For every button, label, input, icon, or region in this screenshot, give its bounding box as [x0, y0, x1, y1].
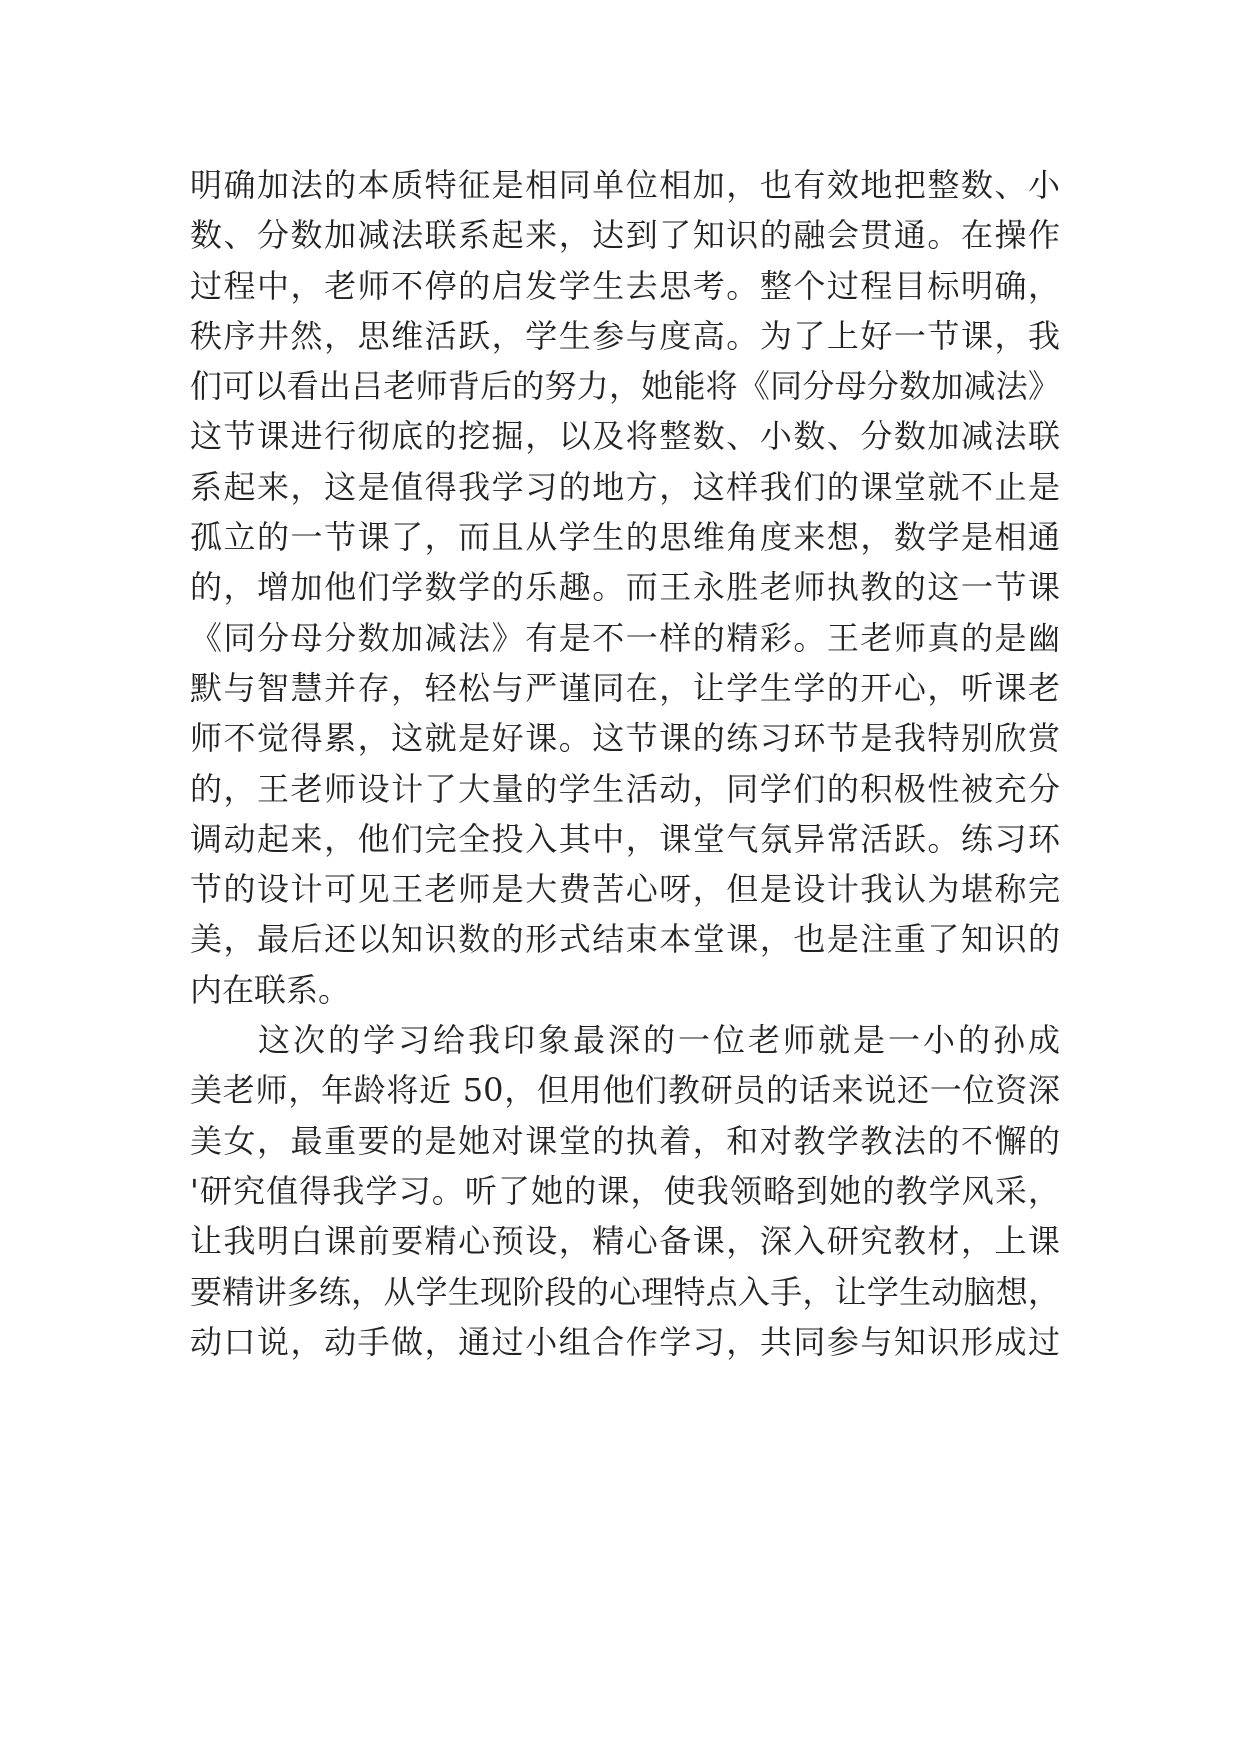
text-line: 美，最后还以知识数的形式结束本堂课，也是注重了知识的 — [190, 920, 1060, 959]
text-line: 这次的学习给我印象最深的一位老师就是一小的孙成 — [258, 1021, 1060, 1060]
text-line: 系起来，这是值得我学习的地方，这样我们的课堂就不止是 — [190, 467, 1060, 506]
text-line: 数、分数加减法联系起来，达到了知识的融会贯通。在操作 — [190, 216, 1060, 255]
text-line: 让我明白课前要精心预设，精心备课，深入研究教材，上课 — [190, 1222, 1060, 1261]
text-line: 节的设计可见王老师是大费苦心呀，但是设计我认为堪称完 — [190, 870, 1060, 909]
text-line: 这节课进行彻底的挖掘，以及将整数、小数、分数加减法联 — [190, 417, 1060, 456]
text-line: 默与智慧并存，轻松与严谨同在，让学生学的开心，听课老 — [190, 668, 1060, 707]
text-line: 孤立的一节课了，而且从学生的思维角度来想，数学是相通 — [190, 518, 1060, 557]
text-line: 美女，最重要的是她对课堂的执着，和对教学教法的不懈的 — [190, 1121, 1060, 1160]
text-line: 内在联系。 — [190, 970, 351, 1009]
text-line: 师不觉得累，这就是好课。这节课的练习环节是我特别欣赏 — [190, 719, 1060, 758]
text-line: 明确加法的本质特征是相同单位相加，也有效地把整数、小 — [190, 166, 1060, 204]
text-line: 要精讲多练，从学生现阶段的心理特点入手，让学生动脑想， — [190, 1272, 1060, 1311]
text-line: 调动起来，他们完全投入其中，课堂气氛异常活跃。练习环 — [190, 819, 1060, 858]
text-line: 们可以看出吕老师背后的努力，她能将《同分母分数加减法》 — [190, 367, 1060, 406]
text-line: 《同分母分数加减法》有是不一样的精彩。王老师真的是幽 — [190, 618, 1060, 657]
text-line: '研究值得我学习。听了她的课，使我领略到她的教学风采， — [190, 1171, 1060, 1210]
paragraph-2 — [190, 1015, 1060, 1367]
text-line: 动口说，动手做，通过小组合作学习，共同参与知识形成过 — [190, 1322, 1060, 1361]
text-line: 的，增加他们学数学的乐趣。而王永胜老师执教的这一节课 — [190, 568, 1060, 607]
text-line: 过程中，老师不停的启发学生去思考。整个过程目标明确， — [190, 266, 1060, 305]
paragraph-1 — [190, 160, 1060, 1015]
body-text — [190, 160, 1060, 1367]
text-line: 美老师，年龄将近 50，但用他们教研员的话来说还一位资深 — [190, 1071, 1060, 1110]
text-line: 秩序井然，思维活跃，学生参与度高。为了上好一节课，我 — [190, 316, 1060, 355]
text-line: 的，王老师设计了大量的学生活动，同学们的积极性被充分 — [190, 769, 1060, 808]
